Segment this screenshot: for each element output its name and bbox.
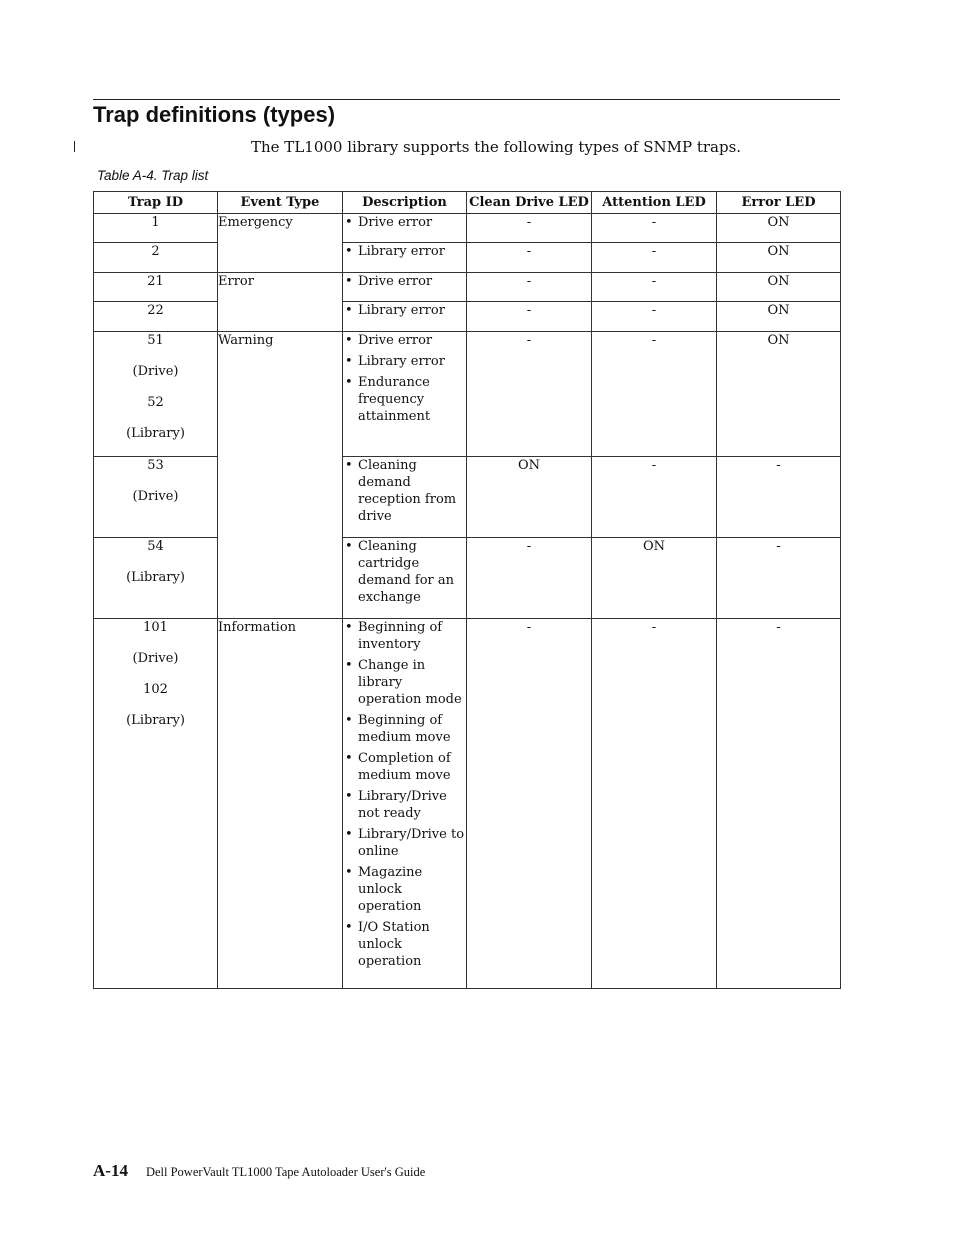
attention-led-cell: ON <box>592 538 717 619</box>
description-item: • Completion of medium move <box>343 750 466 784</box>
clean-drive-led-cell: - <box>467 538 592 619</box>
footer-text: Dell PowerVault TL1000 Tape Autoloader User's Guide <box>145 1165 426 1179</box>
description-item: • Library error <box>343 353 466 370</box>
attention-led-cell: - <box>592 214 717 243</box>
trap-id-scope: (Library) <box>126 713 185 728</box>
trap-id-scope: (Library) <box>126 570 185 585</box>
table-row <box>94 332 841 457</box>
attention-led-cell: - <box>592 243 717 273</box>
trap-id: 2 <box>151 244 160 259</box>
trap-id-scope: (Drive) <box>132 364 179 379</box>
trap-id: 21 <box>147 274 164 289</box>
attention-led-cell: - <box>592 332 717 457</box>
trap-id: 102 <box>143 682 168 697</box>
error-led-cell: - <box>717 457 841 538</box>
clean-drive-led-cell: - <box>467 619 592 989</box>
clean-drive-led-cell: - <box>467 214 592 243</box>
attention-led-cell: - <box>592 457 717 538</box>
description-cell <box>343 243 467 273</box>
description-cell <box>343 214 467 243</box>
column-header-attention-led: Attention LED <box>592 192 717 214</box>
column-header-description: Description <box>343 192 467 214</box>
column-header-clean-drive-led: Clean Drive LED <box>467 192 592 214</box>
trap-id: 54 <box>147 539 164 554</box>
description-item: • Library error <box>343 302 466 319</box>
event-type-cell: Emergency <box>218 214 343 273</box>
error-led-cell: - <box>717 619 841 989</box>
trap-id: 53 <box>147 458 164 473</box>
table-row <box>94 457 841 538</box>
column-header-error-led: Error LED <box>717 192 841 214</box>
trap-id: 1 <box>151 215 160 230</box>
description-item: • Drive error <box>343 332 466 349</box>
trap-id-cell <box>94 538 218 619</box>
event-type-cell: Warning <box>218 332 343 619</box>
description-item: • Endurance frequency attainment <box>343 374 466 425</box>
clean-drive-led-cell: - <box>467 243 592 273</box>
error-led-cell: ON <box>717 243 841 273</box>
table-row <box>94 214 841 243</box>
table-row <box>94 243 841 273</box>
trap-list-table <box>93 191 841 989</box>
trap-id-scope: (Drive) <box>132 489 179 504</box>
clean-drive-led-cell: - <box>467 332 592 457</box>
description-cell <box>343 332 467 457</box>
description-item: • Change in library operation mode <box>343 657 466 708</box>
page-footer <box>93 1161 425 1181</box>
description-cell <box>343 302 467 332</box>
clean-drive-led-cell: ON <box>467 457 592 538</box>
description-item: • Beginning of inventory <box>343 619 466 653</box>
table-row <box>94 538 841 619</box>
trap-id: 101 <box>143 620 168 635</box>
trap-id-cell <box>94 214 218 243</box>
description-cell <box>343 457 467 538</box>
page-title: Trap definitions (types) <box>93 102 336 127</box>
trap-id-scope: (Library) <box>126 426 185 441</box>
revision-bar <box>74 141 75 152</box>
event-type-cell: Information <box>218 619 343 989</box>
column-header-trap-id: Trap ID <box>94 192 218 214</box>
trap-id-cell <box>94 457 218 538</box>
clean-drive-led-cell: - <box>467 302 592 332</box>
table-row <box>94 302 841 332</box>
description-item: • Cleaning demand reception from drive <box>343 457 466 525</box>
column-header-event-type: Event Type <box>218 192 343 214</box>
trap-id-cell <box>94 332 218 457</box>
clean-drive-led-cell: - <box>467 273 592 302</box>
attention-led-cell: - <box>592 302 717 332</box>
attention-led-cell: - <box>592 619 717 989</box>
trap-id-cell <box>94 619 218 989</box>
attention-led-cell: - <box>592 273 717 302</box>
heading-rule <box>93 99 840 100</box>
description-item: • Magazine unlock operation <box>343 864 466 915</box>
description-item: • Cleaning cartridge demand for an exchange <box>343 538 466 606</box>
table-caption: Table A-4. Trap list <box>97 168 209 183</box>
table-row <box>94 273 841 302</box>
page-number: A-14 <box>93 1161 128 1180</box>
table-row <box>94 619 841 989</box>
table-header-row <box>94 192 841 214</box>
error-led-cell: ON <box>717 302 841 332</box>
description-item: • Library/Drive to online <box>343 826 466 860</box>
trap-id-cell <box>94 243 218 273</box>
description-cell <box>343 273 467 302</box>
description-cell <box>343 619 467 989</box>
trap-id: 22 <box>147 303 164 318</box>
trap-id-cell <box>94 302 218 332</box>
intro-paragraph: The TL1000 library supports the following types of SNMP traps. <box>251 138 742 156</box>
trap-id: 51 <box>147 333 164 348</box>
description-item: • Drive error <box>343 214 466 231</box>
description-item: • Library/Drive not ready <box>343 788 466 822</box>
event-type-cell: Error <box>218 273 343 332</box>
trap-id-scope: (Drive) <box>132 651 179 666</box>
description-item: • Library error <box>343 243 466 260</box>
error-led-cell: ON <box>717 332 841 457</box>
description-cell <box>343 538 467 619</box>
error-led-cell: ON <box>717 214 841 243</box>
trap-id: 52 <box>147 395 164 410</box>
error-led-cell: ON <box>717 273 841 302</box>
trap-id-cell <box>94 273 218 302</box>
description-item: • Drive error <box>343 273 466 290</box>
error-led-cell: - <box>717 538 841 619</box>
description-item: • Beginning of medium move <box>343 712 466 746</box>
description-item: • I/O Station unlock operation <box>343 919 466 970</box>
